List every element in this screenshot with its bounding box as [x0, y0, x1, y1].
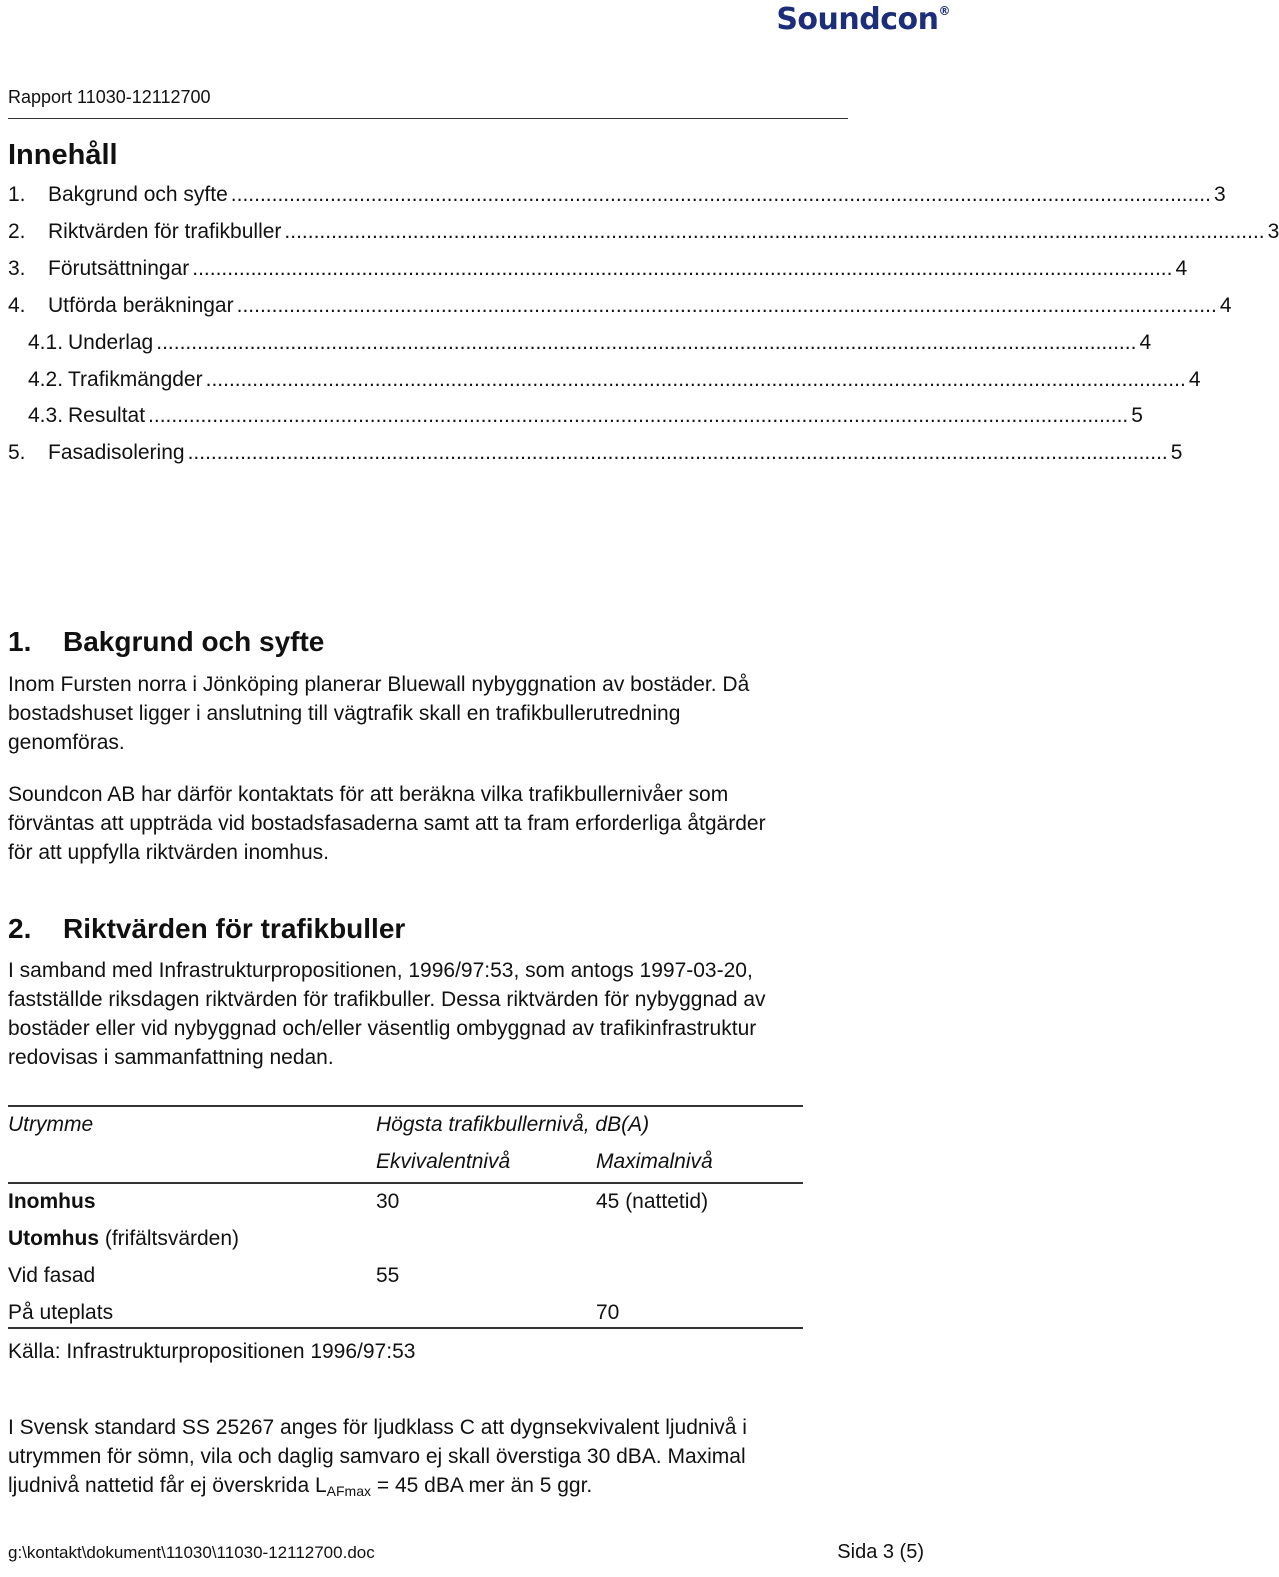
toc-entry-page: 4: [1188, 368, 1201, 391]
toc-entry-label: Utförda beräkningar: [48, 294, 234, 317]
toc-leader-dots: ........................................................................................................................................................................: [284, 220, 1265, 243]
section-title: Bakgrund och syfte: [63, 626, 325, 657]
table-row-label: Inomhus: [8, 1190, 96, 1213]
toc-entry-label: Resultat: [68, 404, 146, 427]
col-header-space: Utrymme: [8, 1113, 94, 1136]
table-bottom-rule: [8, 1327, 803, 1329]
toc-entry-label: Förutsättningar: [48, 257, 190, 280]
toc-leader-dots: ........................................................................................................................................................................: [230, 183, 1211, 206]
toc-entry[interactable]: [8, 441, 1183, 471]
footer-page-number: Sida 3 (5): [837, 1541, 924, 1563]
table-row-label: Utomhus (frifältsvärden): [8, 1227, 240, 1250]
lafmax-subscript: AFmax: [326, 1483, 372, 1499]
paragraph-line: för att uppfylla riktvärden inomhus.: [8, 841, 329, 864]
toc-entry-page: 4: [1219, 294, 1232, 317]
toc-leader-dots: ........................................................................................................................................................................: [236, 294, 1217, 317]
toc-entry-number: 1.: [8, 183, 26, 206]
toc-leader-dots: ........................................................................................................................................................................: [156, 331, 1137, 354]
toc-entry-number: 4.2.: [28, 368, 64, 391]
paragraph-line: fastställde riksdagen riktvärden för trafikbuller. Dessa riktvärden för nybyggnad av: [8, 988, 766, 1011]
toc-entry-number: 4.3.: [28, 404, 64, 427]
toc-entry-page: 3: [1213, 183, 1226, 206]
toc-entry[interactable]: [28, 368, 1201, 398]
table-source: Källa: Infrastrukturpropositionen 1996/97:53: [8, 1340, 416, 1363]
section-number: 1.: [8, 626, 32, 657]
paragraph-line: ljudnivå nattetid får ej överskrida $L_{AFmax} = 45$ dBA mer än 5 ggr.: [8, 1474, 593, 1499]
col-header-equivalent: Ekvivalentnivå: [376, 1150, 511, 1173]
toc-entry-number: 3.: [8, 257, 26, 280]
toc-entry-number: 5.: [8, 441, 26, 464]
toc-entry-number: 2.: [8, 220, 26, 243]
paragraph-line: redovisas i sammanfattning nedan.: [8, 1046, 334, 1069]
paragraph-line: I samband med Infrastrukturpropositionen, 1996/97:53, som antogs 1997-03-20,: [8, 959, 753, 982]
logo-mark: ®: [938, 4, 950, 18]
toc-entry[interactable]: [28, 331, 1152, 361]
header-divider: [8, 118, 848, 119]
toc-entry[interactable]: [28, 404, 1143, 434]
toc-entry-number: 4.1.: [28, 331, 64, 354]
closing-paragraph: [8, 1413, 833, 1502]
toc-entry-page: 3: [1267, 220, 1279, 243]
toc-leader-dots: ........................................................................................................................................................................: [192, 257, 1173, 280]
paragraph-line: bostäder eller vid nybyggnad och/eller väsentlig ombyggnad av trafikinfrastruktur: [8, 1017, 757, 1040]
paragraph-line: förväntas att uppträda vid bostadsfasaderna samt att ta fram erforderliga åtgärder: [8, 812, 766, 835]
toc-entry-page: 5: [1131, 404, 1143, 427]
toc-entry[interactable]: [8, 294, 1232, 324]
toc-entry-page: 4: [1139, 331, 1152, 354]
section-title: Riktvärden för trafikbuller: [63, 913, 406, 944]
toc-entry-page: 5: [1170, 441, 1183, 464]
paragraph-line: bostadshuset ligger i anslutning till vägtrafik skall en trafikbullerutredning: [8, 702, 681, 725]
table-cell-equivalent: 30: [376, 1190, 400, 1213]
toc-entry[interactable]: [8, 183, 1226, 213]
paragraph-line: utrymmen för sömn, vila och daglig samvaro ej skall överstiga 30 dBA. Maximal: [8, 1445, 746, 1468]
table-row-label: På uteplats: [8, 1301, 114, 1324]
report-id: Rapport 11030-12112700: [8, 87, 211, 107]
soundcon-logo: [776, 2, 950, 37]
section-1-heading: [8, 626, 324, 658]
toc-entry[interactable]: [8, 257, 1188, 287]
toc-entry-label: Riktvärden för trafikbuller: [48, 220, 282, 243]
paragraph-line: Soundcon AB har därför kontaktats för att beräkna vilka trafikbullernivåer som: [8, 783, 729, 806]
section-2-paragraph-1: [8, 956, 833, 1072]
paragraph-line: Inom Fursten norra i Jönköping planerar Bluewall nybyggnation av bostäder. Då: [8, 673, 750, 696]
section-1-paragraph-2: [8, 780, 833, 867]
toc-title: Innehåll: [8, 139, 118, 171]
toc-entry-label: Bakgrund och syfte: [48, 183, 228, 206]
col-header-maximum: Maximalnivå: [596, 1150, 713, 1173]
toc-leader-dots: ........................................................................................................................................................................: [148, 404, 1129, 427]
table-cell-equivalent: 55: [376, 1264, 400, 1287]
table-top-rule: [8, 1105, 803, 1107]
footer-file-path: g:\kontakt\dokument\11030\11030-12112700.doc: [8, 1543, 375, 1562]
toc-entry-label: Trafikmängder: [68, 368, 203, 391]
toc-entry-label: Fasadisolering: [48, 441, 185, 464]
logo-text: Soundcon: [776, 2, 939, 37]
toc-entry-number: 4.: [8, 294, 26, 317]
table-cell-maximum: 45 (nattetid): [596, 1190, 709, 1213]
table-cell-maximum: 70: [596, 1301, 620, 1324]
toc-entry-label: Underlag: [68, 331, 154, 354]
paragraph-line: I Svensk standard SS 25267 anges för ljudklass C att dygnsekvivalent ljudnivå i: [8, 1416, 747, 1439]
section-1-paragraph-1: [8, 670, 833, 757]
table-row-label: Vid fasad: [8, 1264, 96, 1287]
toc-leader-dots: ........................................................................................................................................................................: [187, 441, 1168, 464]
toc-entry-page: 4: [1175, 257, 1188, 280]
section-2-heading: [8, 913, 405, 945]
toc-leader-dots: ........................................................................................................................................................................: [205, 368, 1186, 391]
toc-entry[interactable]: [8, 220, 1279, 250]
group-header-max-level: Högsta trafikbullernivå, dB(A): [376, 1113, 650, 1136]
section-number: 2.: [8, 913, 32, 944]
paragraph-line: genomföras.: [8, 731, 125, 754]
table-header-rule: [8, 1182, 803, 1184]
